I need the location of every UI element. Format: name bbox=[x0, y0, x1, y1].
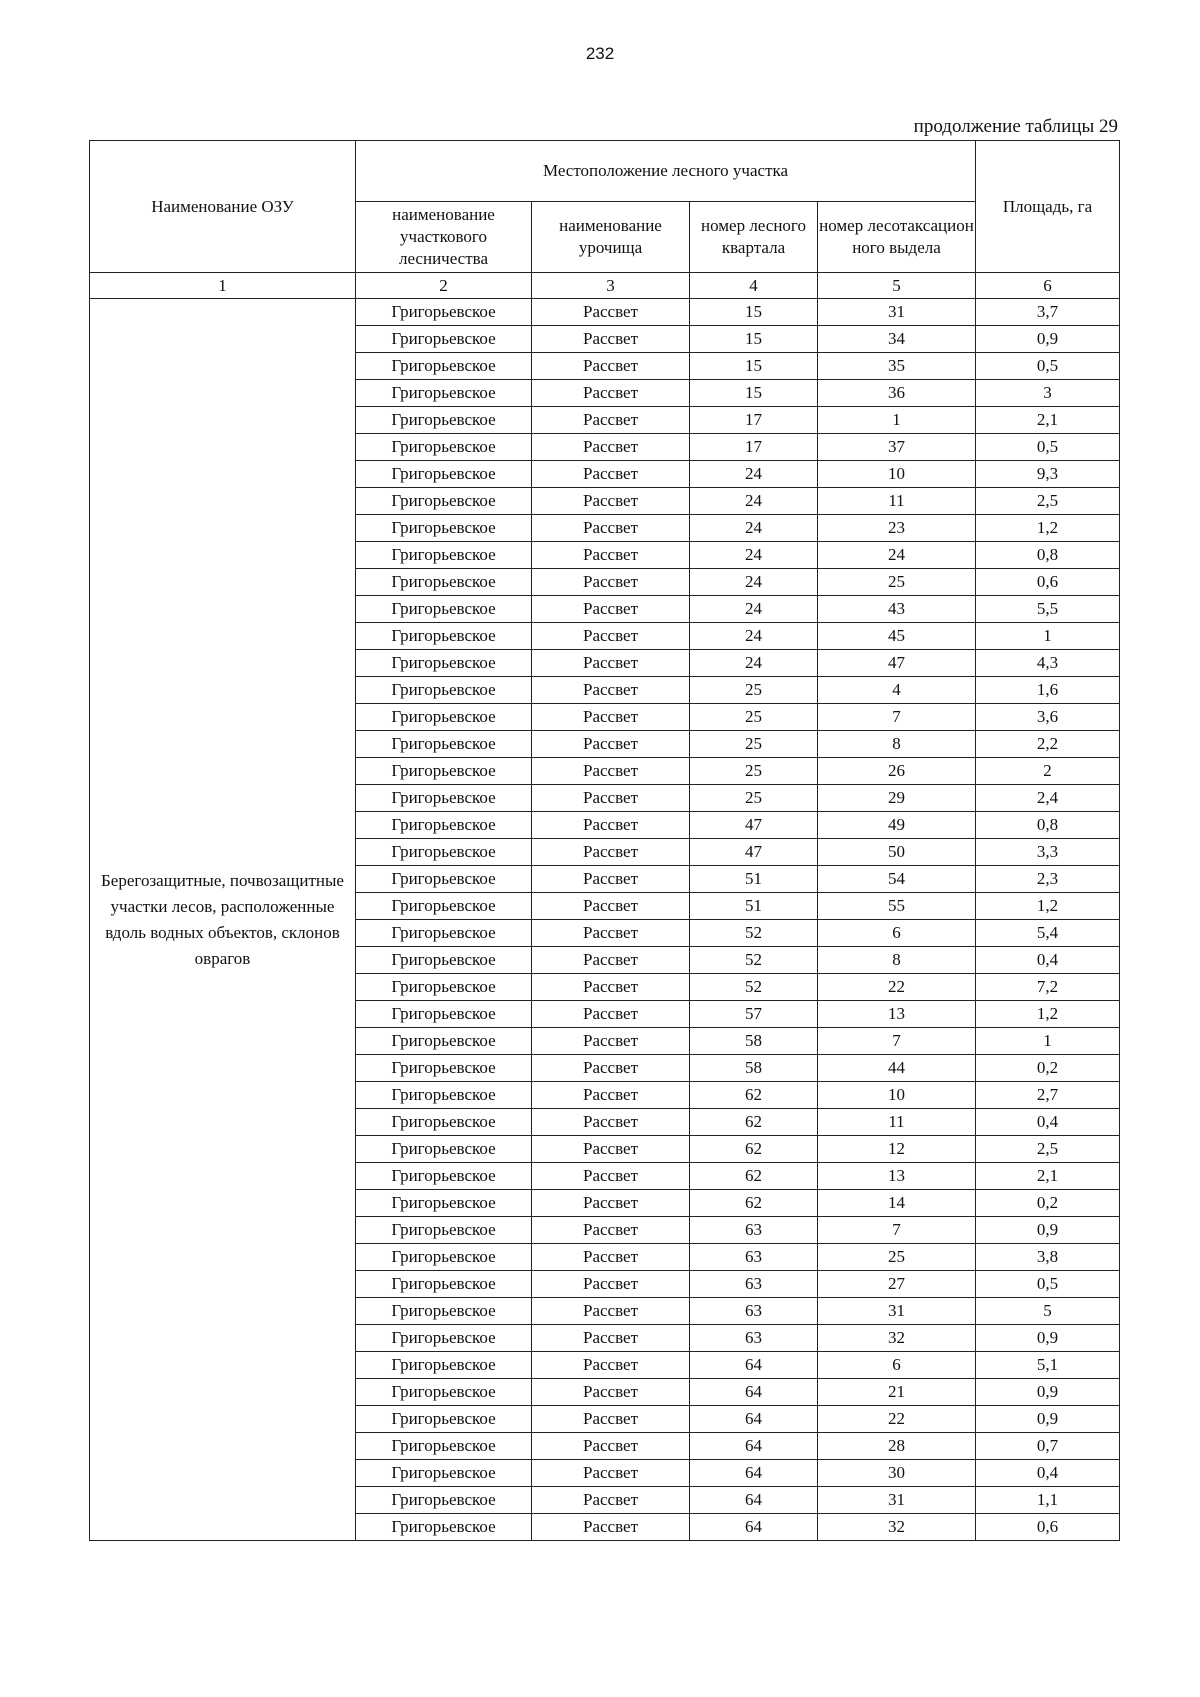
cell-quarter: 24 bbox=[690, 542, 818, 569]
cell-area: 5,5 bbox=[976, 596, 1120, 623]
cell-forestry: Григорьевское bbox=[356, 758, 532, 785]
cell-tract: Рассвет bbox=[532, 974, 690, 1001]
cell-quarter: 25 bbox=[690, 785, 818, 812]
cell-quarter: 64 bbox=[690, 1406, 818, 1433]
cell-quarter: 25 bbox=[690, 731, 818, 758]
cell-area: 2,2 bbox=[976, 731, 1120, 758]
cell-compartment: 13 bbox=[818, 1001, 976, 1028]
cell-quarter: 52 bbox=[690, 920, 818, 947]
table-caption: продолжение таблицы 29 bbox=[913, 116, 1118, 137]
cell-quarter: 24 bbox=[690, 488, 818, 515]
cell-quarter: 24 bbox=[690, 461, 818, 488]
cell-forestry: Григорьевское bbox=[356, 731, 532, 758]
cell-area: 0,2 bbox=[976, 1190, 1120, 1217]
column-number: 4 bbox=[690, 273, 818, 299]
cell-compartment: 6 bbox=[818, 1352, 976, 1379]
cell-forestry: Григорьевское bbox=[356, 1487, 532, 1514]
cell-compartment: 10 bbox=[818, 461, 976, 488]
cell-forestry: Григорьевское bbox=[356, 1298, 532, 1325]
cell-area: 2,3 bbox=[976, 866, 1120, 893]
cell-area: 1,1 bbox=[976, 1487, 1120, 1514]
cell-quarter: 25 bbox=[690, 758, 818, 785]
header-quarter: номер лесного квартала bbox=[690, 202, 818, 273]
cell-tract: Рассвет bbox=[532, 1325, 690, 1352]
cell-tract: Рассвет bbox=[532, 515, 690, 542]
cell-forestry: Григорьевское bbox=[356, 1109, 532, 1136]
cell-area: 3,7 bbox=[976, 299, 1120, 326]
cell-quarter: 25 bbox=[690, 677, 818, 704]
cell-forestry: Григорьевское bbox=[356, 1028, 532, 1055]
cell-tract: Рассвет bbox=[532, 1460, 690, 1487]
cell-quarter: 64 bbox=[690, 1379, 818, 1406]
cell-compartment: 14 bbox=[818, 1190, 976, 1217]
cell-quarter: 64 bbox=[690, 1352, 818, 1379]
page-number: 232 bbox=[585, 44, 615, 63]
cell-forestry: Григорьевское bbox=[356, 1433, 532, 1460]
cell-forestry: Григорьевское bbox=[356, 1325, 532, 1352]
cell-forestry: Григорьевское bbox=[356, 947, 532, 974]
cell-quarter: 17 bbox=[690, 434, 818, 461]
cell-tract: Рассвет bbox=[532, 353, 690, 380]
cell-quarter: 57 bbox=[690, 1001, 818, 1028]
cell-forestry: Григорьевское bbox=[356, 650, 532, 677]
cell-compartment: 31 bbox=[818, 1298, 976, 1325]
cell-compartment: 43 bbox=[818, 596, 976, 623]
cell-quarter: 24 bbox=[690, 515, 818, 542]
cell-area: 2,1 bbox=[976, 1163, 1120, 1190]
cell-quarter: 64 bbox=[690, 1514, 818, 1541]
cell-tract: Рассвет bbox=[532, 1190, 690, 1217]
cell-area: 0,9 bbox=[976, 1217, 1120, 1244]
cell-compartment: 29 bbox=[818, 785, 976, 812]
cell-quarter: 51 bbox=[690, 866, 818, 893]
cell-area: 1,2 bbox=[976, 515, 1120, 542]
table-body bbox=[90, 299, 1120, 1541]
cell-compartment: 10 bbox=[818, 1082, 976, 1109]
cell-tract: Рассвет bbox=[532, 461, 690, 488]
cell-quarter: 51 bbox=[690, 893, 818, 920]
cell-forestry: Григорьевское bbox=[356, 1352, 532, 1379]
cell-tract: Рассвет bbox=[532, 569, 690, 596]
cell-area: 1,2 bbox=[976, 1001, 1120, 1028]
cell-tract: Рассвет bbox=[532, 1433, 690, 1460]
cell-tract: Рассвет bbox=[532, 1271, 690, 1298]
cell-compartment: 25 bbox=[818, 1244, 976, 1271]
cell-forestry: Григорьевское bbox=[356, 596, 532, 623]
cell-forestry: Григорьевское bbox=[356, 974, 532, 1001]
cell-quarter: 24 bbox=[690, 569, 818, 596]
cell-area: 4,3 bbox=[976, 650, 1120, 677]
cell-compartment: 50 bbox=[818, 839, 976, 866]
cell-forestry: Григорьевское bbox=[356, 353, 532, 380]
cell-compartment: 31 bbox=[818, 1487, 976, 1514]
cell-area: 0,9 bbox=[976, 326, 1120, 353]
cell-area: 5,4 bbox=[976, 920, 1120, 947]
cell-tract: Рассвет bbox=[532, 1217, 690, 1244]
cell-compartment: 8 bbox=[818, 731, 976, 758]
cell-tract: Рассвет bbox=[532, 542, 690, 569]
cell-compartment: 24 bbox=[818, 542, 976, 569]
header-forestry: наименование участкового лесничества bbox=[356, 202, 532, 273]
cell-compartment: 32 bbox=[818, 1325, 976, 1352]
cell-forestry: Григорьевское bbox=[356, 434, 532, 461]
cell-tract: Рассвет bbox=[532, 785, 690, 812]
cell-forestry: Григорьевское bbox=[356, 1082, 532, 1109]
cell-area: 7,2 bbox=[976, 974, 1120, 1001]
cell-tract: Рассвет bbox=[532, 920, 690, 947]
cell-area: 2,7 bbox=[976, 1082, 1120, 1109]
cell-tract: Рассвет bbox=[532, 947, 690, 974]
column-number: 1 bbox=[90, 273, 356, 299]
cell-forestry: Григорьевское bbox=[356, 1190, 532, 1217]
cell-tract: Рассвет bbox=[532, 299, 690, 326]
cell-compartment: 21 bbox=[818, 1379, 976, 1406]
cell-area: 2,1 bbox=[976, 407, 1120, 434]
cell-forestry: Григорьевское bbox=[356, 326, 532, 353]
cell-compartment: 47 bbox=[818, 650, 976, 677]
cell-tract: Рассвет bbox=[532, 1514, 690, 1541]
column-number: 2 bbox=[356, 273, 532, 299]
cell-tract: Рассвет bbox=[532, 1298, 690, 1325]
cell-area: 0,5 bbox=[976, 1271, 1120, 1298]
cell-quarter: 24 bbox=[690, 596, 818, 623]
cell-area: 9,3 bbox=[976, 461, 1120, 488]
cell-compartment: 35 bbox=[818, 353, 976, 380]
cell-tract: Рассвет bbox=[532, 731, 690, 758]
cell-forestry: Григорьевское bbox=[356, 1217, 532, 1244]
cell-quarter: 47 bbox=[690, 839, 818, 866]
header-compartment: номер лесотаксацион ного выдела bbox=[818, 202, 976, 273]
cell-tract: Рассвет bbox=[532, 623, 690, 650]
cell-compartment: 32 bbox=[818, 1514, 976, 1541]
cell-quarter: 15 bbox=[690, 380, 818, 407]
cell-tract: Рассвет bbox=[532, 839, 690, 866]
cell-compartment: 54 bbox=[818, 866, 976, 893]
cell-area: 0,9 bbox=[976, 1325, 1120, 1352]
cell-area: 0,5 bbox=[976, 434, 1120, 461]
cell-quarter: 62 bbox=[690, 1136, 818, 1163]
cell-compartment: 45 bbox=[818, 623, 976, 650]
cell-area: 3 bbox=[976, 380, 1120, 407]
cell-area: 3,3 bbox=[976, 839, 1120, 866]
cell-compartment: 8 bbox=[818, 947, 976, 974]
cell-compartment: 11 bbox=[818, 488, 976, 515]
cell-area: 0,9 bbox=[976, 1406, 1120, 1433]
cell-compartment: 4 bbox=[818, 677, 976, 704]
cell-area: 1,2 bbox=[976, 893, 1120, 920]
cell-compartment: 26 bbox=[818, 758, 976, 785]
cell-quarter: 24 bbox=[690, 650, 818, 677]
table-row bbox=[90, 299, 1120, 326]
cell-compartment: 7 bbox=[818, 704, 976, 731]
cell-tract: Рассвет bbox=[532, 1028, 690, 1055]
cell-quarter: 62 bbox=[690, 1163, 818, 1190]
cell-tract: Рассвет bbox=[532, 326, 690, 353]
cell-quarter: 52 bbox=[690, 947, 818, 974]
column-numbers-row bbox=[90, 273, 1120, 299]
cell-forestry: Григорьевское bbox=[356, 461, 532, 488]
cell-quarter: 24 bbox=[690, 623, 818, 650]
cell-quarter: 15 bbox=[690, 326, 818, 353]
cell-quarter: 17 bbox=[690, 407, 818, 434]
cell-tract: Рассвет bbox=[532, 1379, 690, 1406]
cell-area: 0,8 bbox=[976, 542, 1120, 569]
cell-area: 0,2 bbox=[976, 1055, 1120, 1082]
cell-tract: Рассвет bbox=[532, 677, 690, 704]
cell-area: 0,4 bbox=[976, 1460, 1120, 1487]
cell-area: 5,1 bbox=[976, 1352, 1120, 1379]
cell-compartment: 25 bbox=[818, 569, 976, 596]
cell-compartment: 31 bbox=[818, 299, 976, 326]
cell-compartment: 12 bbox=[818, 1136, 976, 1163]
header-location: Местоположение лесного участка bbox=[356, 141, 976, 202]
cell-forestry: Григорьевское bbox=[356, 380, 532, 407]
table-header bbox=[90, 141, 1120, 299]
cell-tract: Рассвет bbox=[532, 758, 690, 785]
cell-forestry: Григорьевское bbox=[356, 623, 532, 650]
cell-compartment: 13 bbox=[818, 1163, 976, 1190]
cell-compartment: 27 bbox=[818, 1271, 976, 1298]
column-number: 3 bbox=[532, 273, 690, 299]
cell-tract: Рассвет bbox=[532, 1055, 690, 1082]
cell-quarter: 62 bbox=[690, 1082, 818, 1109]
cell-forestry: Григорьевское bbox=[356, 1379, 532, 1406]
cell-area: 0,8 bbox=[976, 812, 1120, 839]
cell-tract: Рассвет bbox=[532, 488, 690, 515]
cell-forestry: Григорьевское bbox=[356, 1136, 532, 1163]
cell-forestry: Григорьевское bbox=[356, 407, 532, 434]
cell-area: 5 bbox=[976, 1298, 1120, 1325]
cell-forestry: Григорьевское bbox=[356, 1460, 532, 1487]
cell-area: 2 bbox=[976, 758, 1120, 785]
cell-compartment: 23 bbox=[818, 515, 976, 542]
cell-quarter: 52 bbox=[690, 974, 818, 1001]
cell-area: 2,4 bbox=[976, 785, 1120, 812]
cell-tract: Рассвет bbox=[532, 893, 690, 920]
cell-area: 0,9 bbox=[976, 1379, 1120, 1406]
cell-compartment: 55 bbox=[818, 893, 976, 920]
cell-tract: Рассвет bbox=[532, 380, 690, 407]
cell-forestry: Григорьевское bbox=[356, 299, 532, 326]
cell-forestry: Григорьевское bbox=[356, 1271, 532, 1298]
cell-quarter: 58 bbox=[690, 1028, 818, 1055]
cell-quarter: 58 bbox=[690, 1055, 818, 1082]
cell-area: 0,5 bbox=[976, 353, 1120, 380]
header-tract: наименование урочища bbox=[532, 202, 690, 273]
cell-tract: Рассвет bbox=[532, 1352, 690, 1379]
cell-tract: Рассвет bbox=[532, 1406, 690, 1433]
cell-quarter: 64 bbox=[690, 1460, 818, 1487]
cell-compartment: 49 bbox=[818, 812, 976, 839]
cell-forestry: Григорьевское bbox=[356, 920, 532, 947]
cell-tract: Рассвет bbox=[532, 866, 690, 893]
cell-compartment: 22 bbox=[818, 1406, 976, 1433]
cell-tract: Рассвет bbox=[532, 812, 690, 839]
cell-area: 0,6 bbox=[976, 569, 1120, 596]
cell-tract: Рассвет bbox=[532, 596, 690, 623]
cell-tract: Рассвет bbox=[532, 1163, 690, 1190]
column-number: 5 bbox=[818, 273, 976, 299]
cell-forestry: Григорьевское bbox=[356, 1514, 532, 1541]
cell-quarter: 63 bbox=[690, 1298, 818, 1325]
cell-area: 0,4 bbox=[976, 947, 1120, 974]
cell-quarter: 63 bbox=[690, 1325, 818, 1352]
cell-ozu-name: Берегозащитные, почвозащитные участки лесов, расположенные вдоль водных объектов, склонов оврагов bbox=[90, 299, 356, 1541]
cell-tract: Рассвет bbox=[532, 1136, 690, 1163]
cell-area: 2,5 bbox=[976, 1136, 1120, 1163]
cell-area: 2,5 bbox=[976, 488, 1120, 515]
cell-compartment: 1 bbox=[818, 407, 976, 434]
cell-compartment: 34 bbox=[818, 326, 976, 353]
cell-forestry: Григорьевское bbox=[356, 569, 532, 596]
header-ozu-name: Наименование ОЗУ bbox=[90, 141, 356, 273]
cell-tract: Рассвет bbox=[532, 650, 690, 677]
cell-tract: Рассвет bbox=[532, 1244, 690, 1271]
cell-area: 0,7 bbox=[976, 1433, 1120, 1460]
cell-forestry: Григорьевское bbox=[356, 1001, 532, 1028]
cell-quarter: 62 bbox=[690, 1109, 818, 1136]
forest-plots-table bbox=[89, 140, 1120, 1541]
cell-area: 3,6 bbox=[976, 704, 1120, 731]
cell-forestry: Григорьевское bbox=[356, 1406, 532, 1433]
cell-forestry: Григорьевское bbox=[356, 677, 532, 704]
cell-forestry: Григорьевское bbox=[356, 1244, 532, 1271]
cell-quarter: 62 bbox=[690, 1190, 818, 1217]
cell-compartment: 30 bbox=[818, 1460, 976, 1487]
cell-compartment: 11 bbox=[818, 1109, 976, 1136]
cell-quarter: 47 bbox=[690, 812, 818, 839]
cell-tract: Рассвет bbox=[532, 434, 690, 461]
cell-compartment: 6 bbox=[818, 920, 976, 947]
cell-area: 0,6 bbox=[976, 1514, 1120, 1541]
cell-tract: Рассвет bbox=[532, 1082, 690, 1109]
cell-quarter: 25 bbox=[690, 704, 818, 731]
column-number: 6 bbox=[976, 273, 1120, 299]
cell-compartment: 37 bbox=[818, 434, 976, 461]
cell-quarter: 15 bbox=[690, 299, 818, 326]
cell-tract: Рассвет bbox=[532, 1001, 690, 1028]
cell-forestry: Григорьевское bbox=[356, 866, 532, 893]
cell-tract: Рассвет bbox=[532, 704, 690, 731]
cell-quarter: 63 bbox=[690, 1217, 818, 1244]
cell-forestry: Григорьевское bbox=[356, 488, 532, 515]
cell-compartment: 7 bbox=[818, 1217, 976, 1244]
cell-quarter: 63 bbox=[690, 1244, 818, 1271]
cell-tract: Рассвет bbox=[532, 1109, 690, 1136]
cell-compartment: 7 bbox=[818, 1028, 976, 1055]
cell-forestry: Григорьевское bbox=[356, 812, 532, 839]
cell-area: 3,8 bbox=[976, 1244, 1120, 1271]
cell-compartment: 36 bbox=[818, 380, 976, 407]
cell-compartment: 28 bbox=[818, 1433, 976, 1460]
cell-quarter: 63 bbox=[690, 1271, 818, 1298]
cell-forestry: Григорьевское bbox=[356, 893, 532, 920]
header-area: Площадь, га bbox=[976, 141, 1120, 273]
cell-tract: Рассвет bbox=[532, 1487, 690, 1514]
cell-forestry: Григорьевское bbox=[356, 704, 532, 731]
cell-quarter: 64 bbox=[690, 1433, 818, 1460]
cell-quarter: 64 bbox=[690, 1487, 818, 1514]
cell-area: 1 bbox=[976, 623, 1120, 650]
cell-forestry: Григорьевское bbox=[356, 839, 532, 866]
cell-compartment: 22 bbox=[818, 974, 976, 1001]
cell-forestry: Григорьевское bbox=[356, 542, 532, 569]
cell-forestry: Григорьевское bbox=[356, 1163, 532, 1190]
cell-tract: Рассвет bbox=[532, 407, 690, 434]
cell-area: 1,6 bbox=[976, 677, 1120, 704]
cell-forestry: Григорьевское bbox=[356, 785, 532, 812]
cell-area: 1 bbox=[976, 1028, 1120, 1055]
cell-forestry: Григорьевское bbox=[356, 515, 532, 542]
cell-compartment: 44 bbox=[818, 1055, 976, 1082]
cell-area: 0,4 bbox=[976, 1109, 1120, 1136]
cell-quarter: 15 bbox=[690, 353, 818, 380]
cell-forestry: Григорьевское bbox=[356, 1055, 532, 1082]
